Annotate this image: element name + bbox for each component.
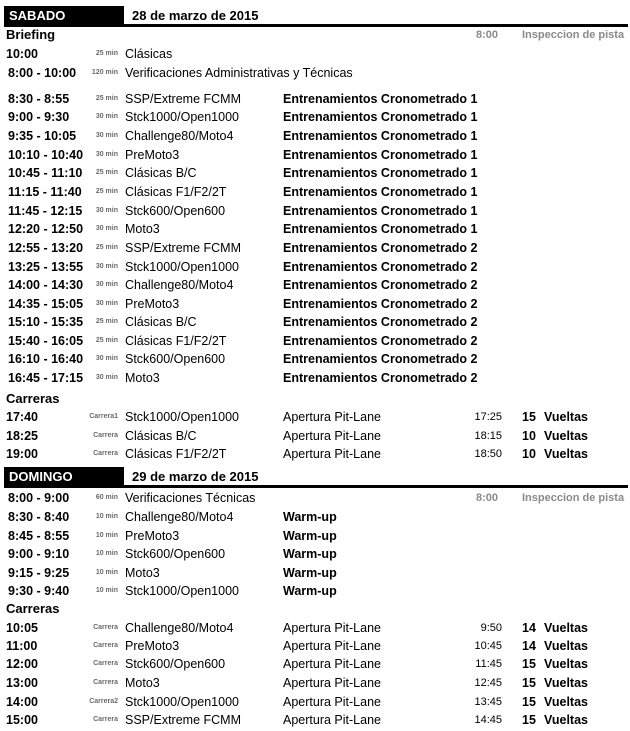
session-duration: 30 min	[95, 225, 118, 232]
schedule-row	[0, 508, 630, 526]
schedule-row	[0, 369, 630, 387]
session-class: Verificaciones Administrativas y Técnicas	[125, 66, 353, 80]
session-class: Moto3	[125, 566, 160, 580]
laps-label: Vueltas	[544, 410, 589, 424]
schedule-row	[0, 582, 630, 600]
schedule-row	[0, 350, 630, 368]
session-name: Entrenamientos Cronometrado 2	[283, 241, 478, 255]
pit-lane-time: 11:45	[475, 658, 502, 670]
session-class: Challenge80/Moto4	[125, 510, 234, 524]
laps-label: Vueltas	[544, 695, 589, 709]
schedule-row	[0, 313, 630, 331]
race-class: Stck1000/Open1000	[125, 695, 239, 709]
schedule-row	[0, 164, 630, 182]
session-duration: 10 min	[95, 532, 118, 539]
session-class: PreMoto3	[125, 148, 180, 162]
session-duration: 25 min	[95, 169, 118, 176]
session-time: 10:00	[6, 47, 38, 61]
laps-label: Vueltas	[544, 639, 589, 653]
race-time: 10:05	[6, 621, 38, 635]
lap-count: 10	[522, 447, 536, 461]
session-class: Stck600/Open600	[125, 547, 226, 561]
pit-lane-label: Apertura Pit-Lane	[283, 410, 381, 424]
day-date: 29 de marzo de 2015	[132, 469, 259, 484]
session-time: 10:10 - 10:40	[8, 148, 84, 162]
pit-lane-label: Apertura Pit-Lane	[283, 657, 381, 671]
session-duration: 30 min	[95, 151, 118, 158]
session-time: 15:40 - 16:05	[8, 334, 84, 348]
race-type: Carrera	[93, 624, 118, 631]
session-class: Stck600/Open600	[125, 352, 226, 366]
session-name: Entrenamientos Cronometrado 2	[283, 278, 478, 292]
session-duration: 25 min	[95, 188, 118, 195]
session-name: Warm-up	[283, 584, 337, 598]
session-time: 9:35 - 10:05	[8, 129, 77, 143]
race-type: Carrera	[93, 679, 118, 686]
day-date: 28 de marzo de 2015	[132, 8, 259, 23]
sunday-inspection-time: 8:00	[476, 492, 499, 504]
session-duration: 30 min	[95, 300, 118, 307]
lap-count: 15	[522, 657, 536, 671]
session-duration: 25 min	[95, 318, 118, 325]
session-duration: 10 min	[95, 513, 118, 520]
session-name: Entrenamientos Cronometrado 1	[283, 185, 478, 199]
session-time: 13:25 - 13:55	[8, 260, 84, 274]
lap-count: 15	[522, 676, 536, 690]
schedule-row	[0, 183, 630, 201]
laps-label: Vueltas	[544, 447, 589, 461]
race-time: 19:00	[6, 447, 38, 461]
lap-count: 15	[522, 695, 536, 709]
session-duration: 30 min	[95, 281, 118, 288]
pit-lane-time: 12:45	[474, 677, 502, 689]
session-class: PreMoto3	[125, 297, 180, 311]
race-class: Challenge80/Moto4	[125, 621, 234, 635]
session-duration: 25 min	[95, 337, 118, 344]
session-class: Clásicas B/C	[125, 315, 197, 329]
race-time: 13:00	[6, 676, 38, 690]
session-name: Entrenamientos Cronometrado 2	[283, 371, 478, 385]
session-duration: 30 min	[95, 113, 118, 120]
session-class: SSP/Extreme FCMM	[125, 92, 241, 106]
race-time: 14:00	[6, 695, 38, 709]
lap-count: 15	[522, 410, 536, 424]
session-class: Stck1000/Open1000	[125, 110, 239, 124]
session-class: Moto3	[125, 222, 160, 236]
session-class: Clásicas B/C	[125, 166, 197, 180]
pit-lane-time: 17:25	[474, 411, 502, 423]
pit-lane-time: 9:50	[480, 622, 502, 634]
race-row	[0, 655, 630, 673]
lap-count: 15	[522, 713, 536, 727]
race-row	[0, 445, 630, 463]
schedule-row	[0, 64, 630, 82]
lap-count: 10	[522, 429, 536, 443]
session-duration: 10 min	[95, 550, 118, 557]
pit-lane-label: Apertura Pit-Lane	[283, 713, 381, 727]
session-class: Verificaciones Técnicas	[125, 491, 256, 505]
pit-lane-label: Apertura Pit-Lane	[283, 639, 381, 653]
sunday-header	[4, 467, 628, 487]
session-time: 14:00 - 14:30	[8, 278, 84, 292]
session-duration: 25 min	[95, 95, 118, 102]
session-time: 9:15 - 9:25	[8, 566, 70, 580]
session-name: Entrenamientos Cronometrado 1	[283, 110, 478, 124]
session-name: Entrenamientos Cronometrado 2	[283, 352, 478, 366]
schedule-row	[0, 545, 630, 563]
schedule-row	[0, 239, 630, 257]
race-type: Carrera1	[89, 413, 118, 420]
race-class: Stck600/Open600	[125, 657, 226, 671]
session-duration: 25 min	[95, 50, 118, 57]
saturday-header	[4, 6, 628, 26]
inspection-time: 8:00	[476, 29, 499, 41]
race-class: Moto3	[125, 676, 160, 690]
schedule-row	[0, 90, 630, 108]
session-name: Entrenamientos Cronometrado 1	[283, 204, 478, 218]
race-type: Carrera	[93, 432, 118, 439]
schedule-row	[0, 202, 630, 220]
schedule-row	[0, 295, 630, 313]
race-class: Clásicas F1/F2/2T	[125, 447, 227, 461]
session-name: Entrenamientos Cronometrado 2	[283, 315, 478, 329]
session-duration: 60 min	[95, 494, 118, 501]
schedule-row	[0, 45, 630, 63]
session-time: 9:00 - 9:10	[8, 547, 70, 561]
pit-lane-label: Apertura Pit-Lane	[283, 695, 381, 709]
session-name: Warm-up	[283, 510, 337, 524]
race-row	[0, 674, 630, 692]
sunday-races-label: Carreras	[6, 601, 60, 616]
schedule-row	[0, 108, 630, 126]
race-class: Stck1000/Open1000	[125, 410, 239, 424]
day-name: DOMINGO	[4, 467, 124, 487]
session-time: 9:30 - 9:40	[8, 584, 70, 598]
session-class: Stck600/Open600	[125, 204, 226, 218]
schedule-row	[0, 276, 630, 294]
laps-label: Vueltas	[544, 676, 589, 690]
day-name: SABADO	[4, 6, 124, 26]
race-type: Carrera	[93, 660, 118, 667]
session-name: Warm-up	[283, 529, 337, 543]
race-row	[0, 711, 630, 729]
session-duration: 30 min	[95, 355, 118, 362]
session-time: 11:45 - 12:15	[8, 204, 83, 218]
lap-count: 14	[522, 621, 536, 635]
session-class: Clásicas	[125, 47, 173, 61]
session-time: 16:10 - 16:40	[8, 352, 84, 366]
session-time: 14:35 - 15:05	[8, 297, 84, 311]
session-duration: 30 min	[95, 263, 118, 270]
session-time: 12:55 - 13:20	[8, 241, 84, 255]
briefing-label: Briefing	[6, 27, 56, 42]
session-name: Entrenamientos Cronometrado 1	[283, 92, 478, 106]
session-name: Warm-up	[283, 547, 337, 561]
schedule-row	[0, 564, 630, 582]
session-time: 10:45 - 11:10	[8, 166, 83, 180]
race-time: 18:25	[6, 429, 38, 443]
race-class: PreMoto3	[125, 639, 180, 653]
session-time: 9:00 - 9:30	[8, 110, 70, 124]
session-duration: 25 min	[95, 244, 118, 251]
session-class: Clásicas F1/F2/2T	[125, 185, 227, 199]
race-type: Carrera2	[89, 698, 118, 705]
session-duration: 30 min	[95, 132, 118, 139]
session-duration: 10 min	[95, 569, 118, 576]
session-class: Challenge80/Moto4	[125, 278, 234, 292]
race-row	[0, 408, 630, 426]
laps-label: Vueltas	[544, 429, 589, 443]
session-name: Entrenamientos Cronometrado 2	[283, 260, 478, 274]
session-duration: 30 min	[95, 207, 118, 214]
schedule-row	[0, 220, 630, 238]
schedule-row	[0, 527, 630, 545]
saturday-races-label: Carreras	[6, 391, 60, 406]
race-time: 11:00	[6, 639, 38, 653]
laps-label: Vueltas	[544, 713, 589, 727]
session-time: 8:00 - 9:00	[8, 491, 70, 505]
race-type: Carrera	[93, 642, 118, 649]
session-time: 8:45 - 8:55	[8, 529, 70, 543]
pit-lane-label: Apertura Pit-Lane	[283, 447, 381, 461]
session-time: 16:45 - 17:15	[8, 371, 84, 385]
session-name: Entrenamientos Cronometrado 2	[283, 297, 478, 311]
session-class: SSP/Extreme FCMM	[125, 241, 241, 255]
session-time: 15:10 - 15:35	[8, 315, 84, 329]
race-row	[0, 427, 630, 445]
session-name: Entrenamientos Cronometrado 1	[283, 148, 478, 162]
pit-lane-label: Apertura Pit-Lane	[283, 621, 381, 635]
pit-lane-time: 13:45	[474, 696, 502, 708]
laps-label: Vueltas	[544, 657, 589, 671]
race-class: Clásicas B/C	[125, 429, 197, 443]
sunday-inspection-label: Inspeccion de pista	[522, 492, 625, 504]
inspection-label: Inspeccion de pista	[522, 29, 625, 41]
session-time: 8:30 - 8:55	[8, 92, 70, 106]
session-class: Challenge80/Moto4	[125, 129, 234, 143]
session-class: Clásicas F1/F2/2T	[125, 334, 227, 348]
pit-lane-time: 14:45	[474, 714, 502, 726]
race-row	[0, 619, 630, 637]
session-duration: 120 min	[91, 69, 118, 76]
laps-label: Vueltas	[544, 621, 589, 635]
schedule-row	[0, 332, 630, 350]
session-name: Entrenamientos Cronometrado 1	[283, 129, 478, 143]
race-class: SSP/Extreme FCMM	[125, 713, 241, 727]
pit-lane-time: 18:15	[474, 430, 502, 442]
session-time: 11:15 - 11:40	[8, 185, 82, 199]
race-row	[0, 637, 630, 655]
pit-lane-time: 10:45	[474, 640, 502, 652]
session-name: Warm-up	[283, 566, 337, 580]
session-class: Moto3	[125, 371, 160, 385]
session-class: Stck1000/Open1000	[125, 260, 239, 274]
lap-count: 14	[522, 639, 536, 653]
pit-lane-label: Apertura Pit-Lane	[283, 429, 381, 443]
race-time: 12:00	[6, 657, 38, 671]
session-name: Entrenamientos Cronometrado 1	[283, 222, 478, 236]
pit-lane-label: Apertura Pit-Lane	[283, 676, 381, 690]
schedule-row	[0, 489, 630, 507]
session-time: 8:00 - 10:00	[8, 66, 77, 80]
session-time: 8:30 - 8:40	[8, 510, 70, 524]
session-duration: 30 min	[95, 374, 118, 381]
header-divider	[4, 485, 628, 488]
session-duration: 10 min	[95, 587, 118, 594]
race-row	[0, 693, 630, 711]
race-type: Carrera	[93, 716, 118, 723]
race-time: 15:00	[6, 713, 38, 727]
schedule-row	[0, 146, 630, 164]
schedule-row	[0, 258, 630, 276]
session-class: Stck1000/Open1000	[125, 584, 239, 598]
pit-lane-time: 18:50	[474, 448, 502, 460]
race-time: 17:40	[6, 410, 38, 424]
session-name: Entrenamientos Cronometrado 1	[283, 166, 478, 180]
schedule-row	[0, 127, 630, 145]
session-class: PreMoto3	[125, 529, 180, 543]
race-type: Carrera	[93, 450, 118, 457]
session-time: 12:20 - 12:50	[8, 222, 84, 236]
session-name: Entrenamientos Cronometrado 2	[283, 334, 478, 348]
